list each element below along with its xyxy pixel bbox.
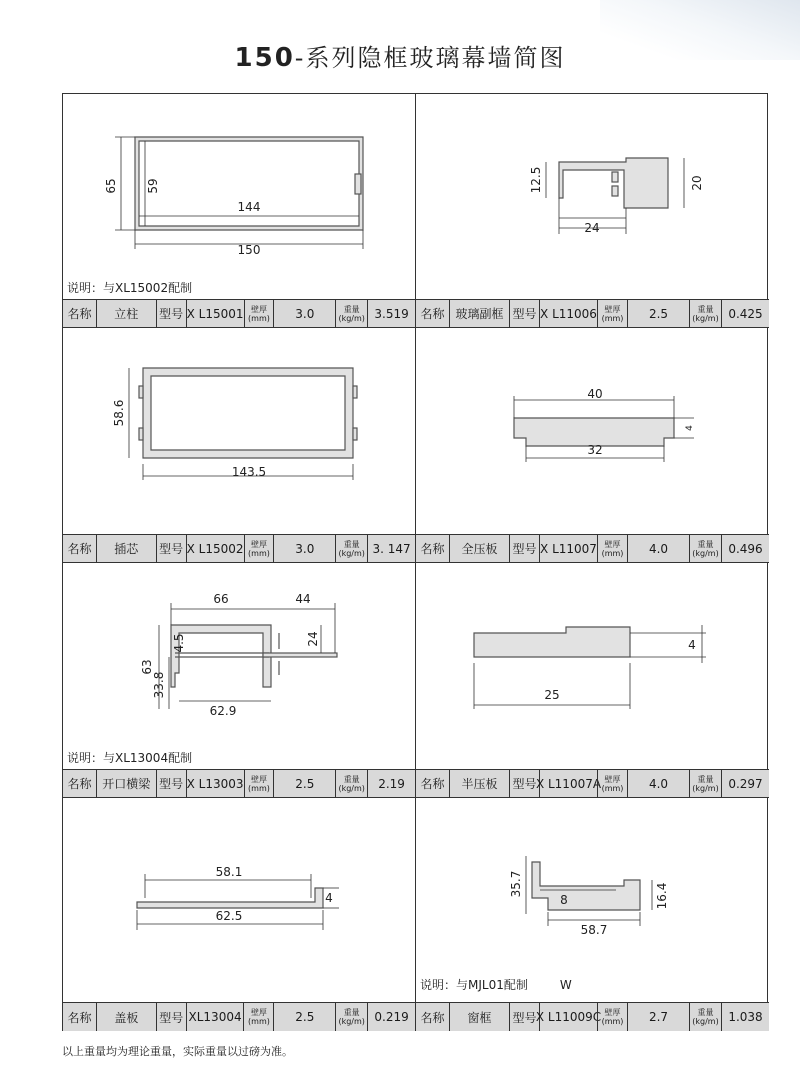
note-window-frame [420, 976, 572, 993]
profile-weight: 0.297 [721, 770, 769, 797]
label-weight-l2: (kg/m) [338, 783, 365, 793]
label-thickness-l2: (mm) [248, 1017, 270, 1026]
drawing-cell-column [63, 94, 416, 300]
title-text: -系列隐框玻璃幕墙简图 [294, 44, 566, 72]
profile-model: X L15001 [186, 300, 244, 327]
label-name: 名称 [420, 542, 445, 556]
label-weight-l2: (kg/m) [692, 1017, 719, 1026]
drawing-window-frame [416, 798, 769, 1003]
label-name: 名称 [67, 777, 92, 791]
profile-weight: 2.19 [367, 770, 415, 797]
dim-cover-62-5: 62.5 [215, 909, 243, 923]
profile-thickness: 4.0 [627, 535, 689, 562]
profile-name: 全压板 [449, 535, 509, 562]
profile-weight: 3.519 [367, 300, 415, 327]
label-thickness-l2: (mm) [601, 783, 624, 793]
profile-name: 立柱 [96, 300, 156, 327]
dim-transom-24: 24 [306, 631, 320, 647]
profile-name: 窗框 [449, 1003, 509, 1031]
label-thickness-l1: 壁厚 [250, 1008, 267, 1017]
label-thickness-l2: (mm) [601, 548, 624, 558]
dim-column-65: 65 [104, 178, 118, 194]
dim-window-16-4: 16.4 [655, 882, 669, 910]
profile-thickness: 2.5 [273, 770, 335, 797]
label-name: 名称 [67, 307, 92, 321]
label-weight-l1: 重量 [343, 774, 360, 784]
label-thickness-l1: 壁厚 [604, 304, 621, 314]
profile-model: X L11007 [539, 535, 597, 562]
profile-weight: 1.038 [721, 1003, 769, 1031]
dim-subframe-20: 20 [690, 175, 704, 191]
drawing-column [63, 94, 416, 300]
note-column: 说明：与XL15002配制 [67, 281, 193, 295]
label-weight [335, 300, 367, 327]
page-title [0, 38, 800, 73]
drawing-cell-half-pressure-plate [416, 563, 769, 770]
dim-window-35-7: 35.7 [509, 870, 523, 898]
spec-row-glass-subframe [416, 300, 769, 328]
label-thickness-l1: 壁厚 [604, 539, 621, 549]
label-weight-l1: 重量 [343, 304, 360, 314]
dim-column-59: 59 [146, 178, 160, 194]
label-weight-l2: (kg/m) [692, 313, 719, 323]
profile-weight: 3. 147 [367, 535, 415, 562]
profile-grid [62, 93, 768, 1031]
label-thickness-l1: 壁厚 [604, 1008, 621, 1017]
dim-window-58-7: 58.7 [580, 923, 608, 937]
drawing-cover-plate [63, 798, 416, 1003]
dim-transom-4-5: 4.5 [172, 633, 186, 653]
drawing-full-pressure-plate [416, 328, 769, 535]
label-model: 型号 [509, 300, 539, 327]
drawing-cell-window-frame [416, 798, 769, 1003]
label-thickness [597, 535, 627, 562]
profile-name: 开口横梁 [96, 770, 156, 797]
label-model: 型号 [156, 770, 186, 797]
label-thickness [597, 770, 627, 797]
label-thickness-l1: 壁厚 [604, 774, 621, 784]
label-weight-l1: 重量 [343, 1008, 360, 1017]
drawing-open-transom [63, 563, 416, 770]
label-weight [689, 1003, 721, 1031]
drawing-insert-core [63, 328, 416, 535]
label-thickness [243, 1003, 273, 1031]
profile-model: X L15002 [186, 535, 244, 562]
label-name: 名称 [67, 542, 92, 556]
dim-cover-58-1: 58.1 [215, 865, 243, 879]
label-weight-l1: 重量 [343, 539, 360, 549]
profile-thickness: 3.0 [273, 300, 335, 327]
label-thickness-l2: (mm) [248, 783, 270, 793]
label-thickness-l2: (mm) [601, 313, 624, 323]
label-model: 型号 [509, 1003, 539, 1031]
footer-note: 以上重量均为理论重量，实际重量以过磅为准。 [62, 1045, 293, 1058]
dim-transom-44: 44 [295, 592, 311, 606]
label-model: 型号 [156, 535, 186, 562]
drawing-cell-cover-plate [63, 798, 416, 1003]
dim-full-plate-40: 40 [587, 387, 603, 401]
dim-half-plate-4: 4 [688, 638, 696, 652]
label-weight-l1: 重量 [697, 774, 714, 784]
dim-transom-62-9: 62.9 [209, 704, 237, 718]
profile-thickness: 2.5 [273, 1003, 335, 1031]
profile-weight: 0.496 [721, 535, 769, 562]
dim-transom-66: 66 [213, 592, 229, 606]
drawing-cell-glass-subframe [416, 94, 769, 300]
label-weight-l2: (kg/m) [692, 783, 719, 793]
profile-thickness: 2.5 [627, 300, 689, 327]
title-number: 150 [234, 43, 295, 73]
label-thickness-l2: (mm) [248, 548, 270, 558]
profile-name: 盖板 [96, 1003, 156, 1031]
label-name: 名称 [67, 1010, 92, 1025]
profile-model: X L11007A [539, 770, 597, 797]
label-weight-l1: 重量 [697, 304, 714, 314]
profile-model: X L11009C [539, 1003, 597, 1031]
label-thickness [244, 535, 274, 562]
dim-subframe-12-5: 12.5 [529, 166, 543, 194]
profile-name: 半压板 [449, 770, 509, 797]
profile-weight: 0.219 [367, 1003, 415, 1031]
drawing-glass-subframe [416, 94, 769, 300]
dim-window-8: 8 [560, 893, 568, 907]
drawing-half-pressure-plate [416, 563, 769, 770]
label-thickness-l1: 壁厚 [250, 774, 267, 784]
profile-model: XL13004 [186, 1003, 244, 1031]
label-thickness [244, 770, 274, 797]
label-weight-l2: (kg/m) [338, 1017, 365, 1026]
label-model: 型号 [509, 770, 539, 797]
label-weight [689, 770, 721, 797]
label-model: 型号 [156, 1003, 186, 1031]
dim-core-143-5: 143.5 [231, 465, 267, 479]
spec-row-half-pressure-plate [416, 770, 769, 798]
dim-column-150: 150 [237, 243, 261, 257]
spec-row-cover-plate [63, 1003, 416, 1031]
profile-weight: 0.425 [721, 300, 769, 327]
label-model: 型号 [156, 300, 186, 327]
spec-row-open-transom [63, 770, 416, 798]
dim-transom-33-8: 33.8 [152, 671, 166, 699]
profile-thickness: 2.7 [627, 1003, 689, 1031]
label-weight [335, 1003, 367, 1031]
dim-full-plate-32: 32 [587, 443, 603, 457]
label-model: 型号 [509, 535, 539, 562]
profile-name: 插芯 [96, 535, 156, 562]
label-weight [689, 300, 721, 327]
label-weight-l1: 重量 [697, 539, 714, 549]
dim-subframe-24: 24 [584, 221, 600, 235]
spec-row-insert-core [63, 535, 416, 563]
label-weight-l1: 重量 [697, 1008, 714, 1017]
note-window-frame-mark: W [559, 978, 572, 992]
label-weight-l2: (kg/m) [338, 313, 365, 323]
dim-column-144: 144 [237, 200, 261, 214]
label-weight [335, 770, 367, 797]
drawing-cell-open-transom [63, 563, 416, 770]
label-weight [335, 535, 367, 562]
note-window-frame-text: 说明：与MJL01配制 [420, 978, 528, 992]
profile-model: X L13003 [186, 770, 244, 797]
dim-core-58-6: 58.6 [112, 399, 126, 427]
dim-transom-63: 63 [140, 659, 154, 675]
drawing-cell-full-pressure-plate [416, 328, 769, 535]
label-weight-l2: (kg/m) [692, 548, 719, 558]
label-thickness-l2: (mm) [601, 1017, 624, 1026]
label-thickness-l1: 壁厚 [250, 539, 267, 549]
label-thickness-l1: 壁厚 [250, 304, 267, 314]
label-thickness-l2: (mm) [248, 313, 270, 323]
label-name: 名称 [420, 1010, 445, 1025]
label-weight [689, 535, 721, 562]
spec-row-column [63, 300, 416, 328]
profile-model: X L11006 [539, 300, 597, 327]
note-open-transom: 说明：与XL13004配制 [67, 751, 193, 765]
label-thickness [244, 300, 274, 327]
profile-name: 玻璃副框 [449, 300, 509, 327]
label-weight-l2: (kg/m) [338, 548, 365, 558]
profile-thickness: 3.0 [273, 535, 335, 562]
dim-cover-4: 4 [325, 891, 333, 905]
dim-full-plate-4: 4 [685, 425, 695, 431]
label-thickness [597, 300, 627, 327]
spec-row-full-pressure-plate [416, 535, 769, 563]
label-name: 名称 [420, 307, 445, 321]
drawing-cell-insert-core [63, 328, 416, 535]
spec-row-window-frame [416, 1003, 769, 1031]
profile-thickness: 4.0 [627, 770, 689, 797]
label-name: 名称 [420, 777, 445, 791]
label-thickness [597, 1003, 627, 1031]
dim-half-plate-25: 25 [544, 688, 560, 702]
